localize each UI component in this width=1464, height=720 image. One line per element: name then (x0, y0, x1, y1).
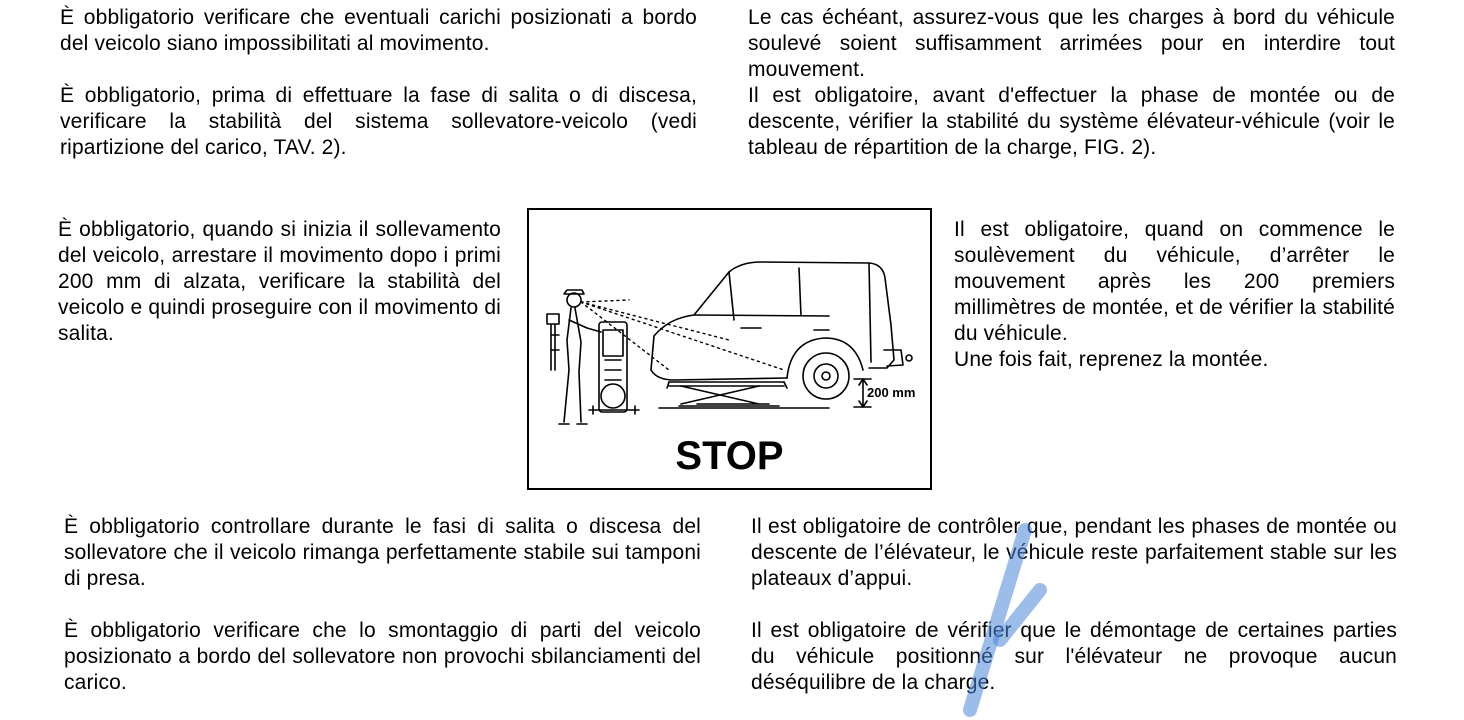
operator-body (564, 308, 601, 422)
french-paragraph-4: Il est obligatoire de contrôler que, pendant les phases de montée ou descente de l’élévateur, le véhicule reste parfaitement stable sur les plateaux d’appui. (751, 515, 1397, 590)
french-paragraph-1: Le cas échéant, assurez-vous que les charges à bord du véhicule soulevé soient suffisamment arrimées pour en interdire tout mouvement. (748, 6, 1395, 81)
lift-stop-figure (527, 208, 932, 490)
italian-paragraph-2: È obbligatorio, prima di effettuare la fase di salita o di discesa, verificare la stabilità del sistema sollevatore-veicolo (vedi ripartizione del carico, TAV. 2). (60, 84, 697, 159)
french-paragraph-3a: Il est obligatoire, quand on commence le soulèvement du véhicule, d’arrêter le mouvement après les 200 premiers millimètres de montée, et de vérifier la stabilité du véhicule. (954, 218, 1395, 345)
dimension-arrow (859, 379, 867, 407)
french-paragraph-2: Il est obligatoire, avant d'effectuer la phase de montée ou de descente, vérifier la stabilité du système élévateur-véhicule (voir le tableau de répartition de la charge, FIG. 2). (748, 84, 1395, 159)
italian-paragraph-5: È obbligatorio verificare che lo smontaggio di parti del veicolo posizionato a bordo del sollevatore non provochi sbilanciamenti del carico. (64, 619, 701, 694)
lift-arms (669, 382, 784, 386)
stop-label: STOP (675, 434, 784, 478)
italian-paragraph-3: È obbligatorio, quando si inizia il sollevamento del veicolo, arrestare il movimento dopo i primi 200 mm di alzata, verificare la stabilità del veicolo e quindi proseguire con il movimento di salita. (58, 218, 501, 345)
italian-paragraph-4: È obbligatorio controllare durante le fasi di salita o discesa del sollevatore che il veicolo rimanga perfettamente stabile sui tamponi di presa. (64, 515, 701, 590)
italian-paragraph-1: È obbligatorio verificare che eventuali carichi posizionati a bordo del veicolo siano impossibilitati al movimento. (60, 6, 697, 55)
rear-wheel (803, 353, 849, 399)
french-paragraph-5: Il est obligatoire de vérifier que le démontage de certaines parties du véhicule positionné sur l'élévateur ne provoque aucun déséquilibre de la charge. (751, 619, 1397, 694)
dimension-label: 200 mm (867, 385, 916, 400)
french-paragraph-3 (954, 217, 1395, 373)
operator-head (567, 293, 581, 307)
french-paragraph-3b: Une fois fait, reprenez la montée. (954, 348, 1269, 371)
